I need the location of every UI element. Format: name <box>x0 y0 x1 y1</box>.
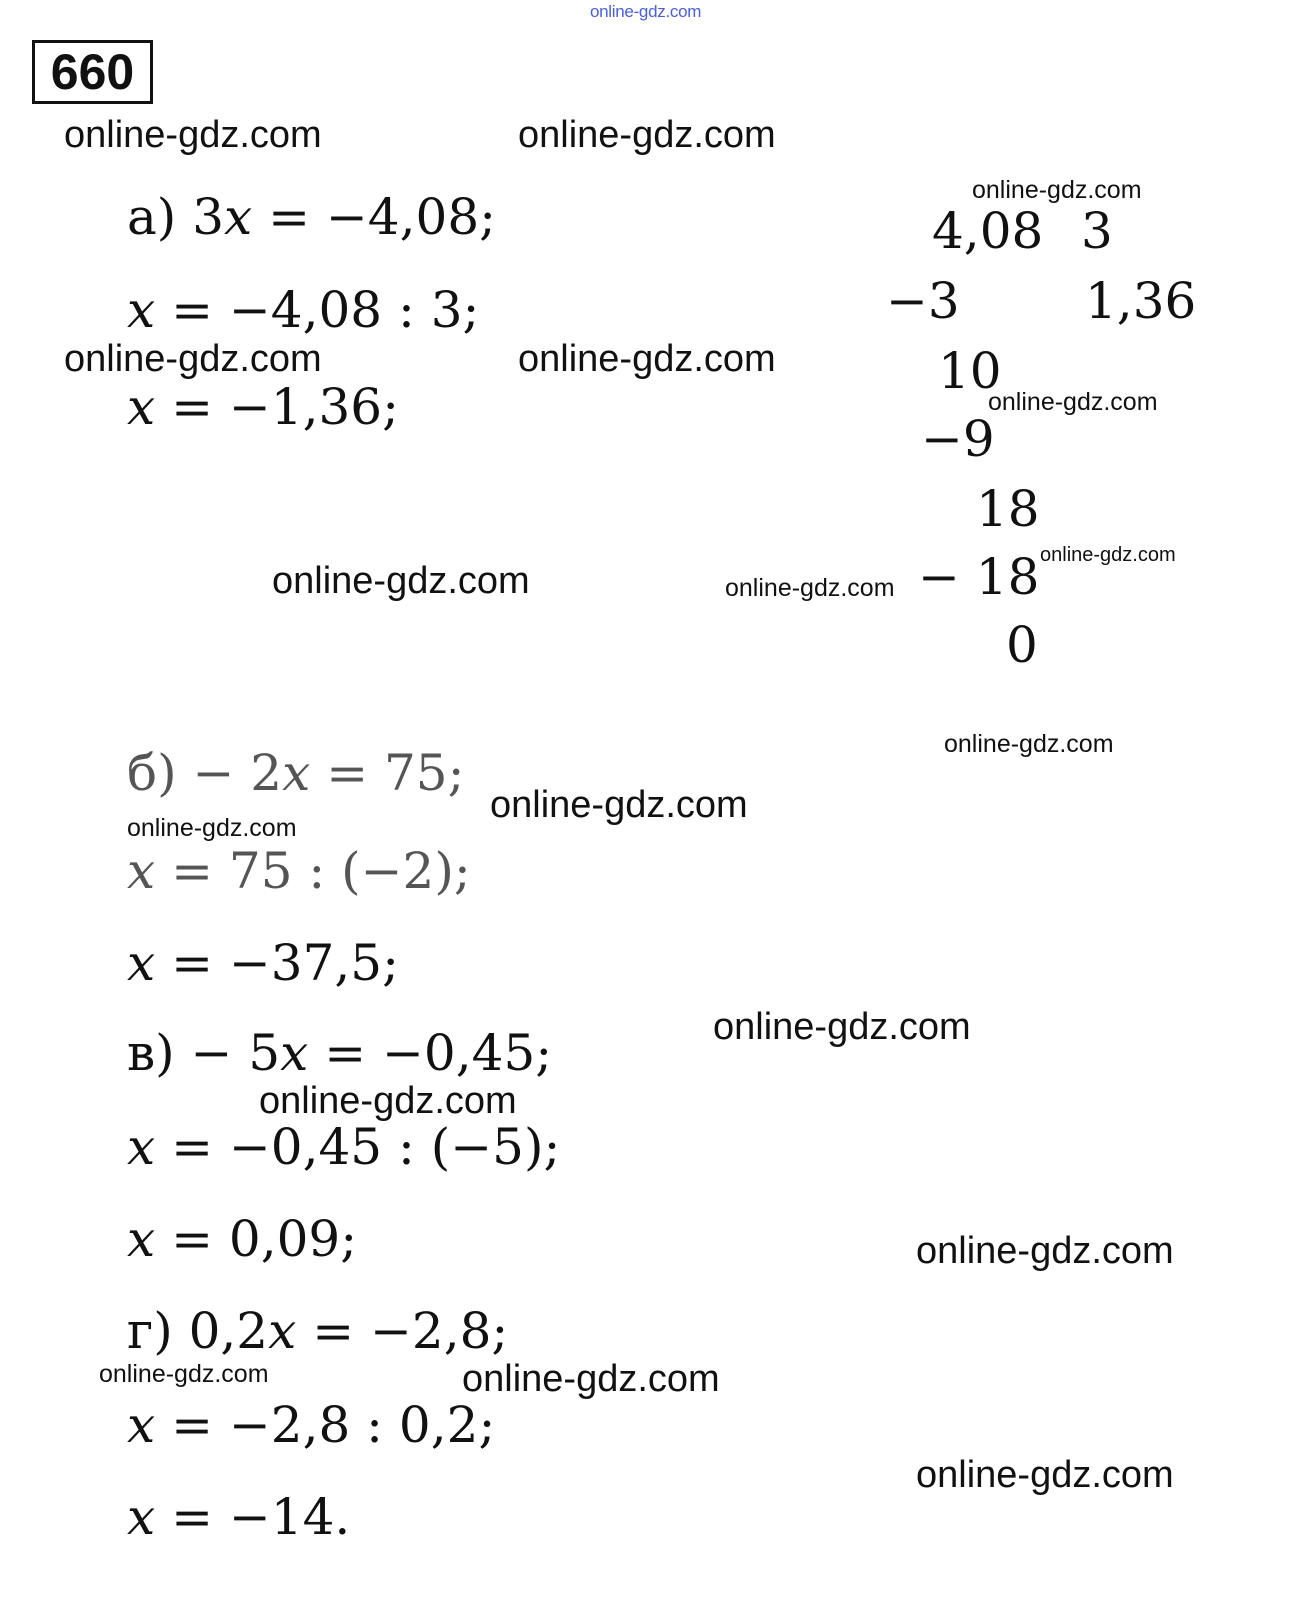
equation-a-2: 𝑥 = −4,08 : 3; <box>127 281 480 339</box>
watermark: online-gdz.com <box>725 574 895 602</box>
watermark: online-gdz.com <box>518 338 776 380</box>
watermark: online-gdz.com <box>988 388 1158 416</box>
equation-a-3: 𝑥 = −1,36; <box>127 378 399 436</box>
task-number-box <box>32 40 153 104</box>
watermark: online-gdz.com <box>272 560 530 602</box>
watermark: online-gdz.com <box>972 176 1142 204</box>
watermark: online-gdz.com <box>944 730 1114 758</box>
division-divisor: 3 <box>1081 202 1113 260</box>
equation-g-1: г) 0,2𝑥 = −2,8; <box>127 1302 509 1360</box>
division-dividend: 4,08 <box>932 202 1044 260</box>
division-step: −3 <box>886 272 960 330</box>
task-number: 660 <box>50 44 135 100</box>
equation-v-3: 𝑥 = 0,09; <box>127 1210 358 1268</box>
division-quotient: 1,36 <box>1085 272 1197 330</box>
division-step: 0 <box>1006 616 1038 674</box>
watermark: online-gdz.com <box>64 114 322 156</box>
division-step: 18 <box>976 480 1040 538</box>
equation-v-1: в) − 5𝑥 = −0,45; <box>127 1024 553 1082</box>
watermark: online-gdz.com <box>64 338 322 380</box>
equation-b-3: 𝑥 = −37,5; <box>127 934 399 992</box>
watermark: online-gdz.com <box>518 114 776 156</box>
division-step: 10 <box>938 342 1002 400</box>
watermark: online-gdz.com <box>127 814 297 842</box>
watermark: online-gdz.com <box>490 784 748 826</box>
equation-a-1: а) 3𝑥 = −4,08; <box>127 188 496 246</box>
equation-g-2: 𝑥 = −2,8 : 0,2; <box>127 1396 496 1454</box>
site-link[interactable]: online-gdz.com <box>590 2 702 21</box>
watermark: online-gdz.com <box>713 1006 971 1048</box>
watermark: online-gdz.com <box>916 1230 1174 1272</box>
equation-b-2: 𝑥 = 75 : (−2); <box>127 842 471 900</box>
watermark: online-gdz.com <box>1040 544 1176 566</box>
watermark: online-gdz.com <box>99 1360 269 1388</box>
equation-b-1: б) − 2𝑥 = 75; <box>127 744 465 802</box>
equation-g-3: 𝑥 = −14. <box>127 1488 351 1546</box>
division-step: −9 <box>921 410 995 468</box>
watermark: online-gdz.com <box>259 1080 517 1122</box>
division-step: − 18 <box>918 548 1040 606</box>
watermark: online-gdz.com <box>462 1358 720 1400</box>
watermark: online-gdz.com <box>916 1454 1174 1496</box>
equation-v-2: 𝑥 = −0,45 : (−5); <box>127 1118 561 1176</box>
